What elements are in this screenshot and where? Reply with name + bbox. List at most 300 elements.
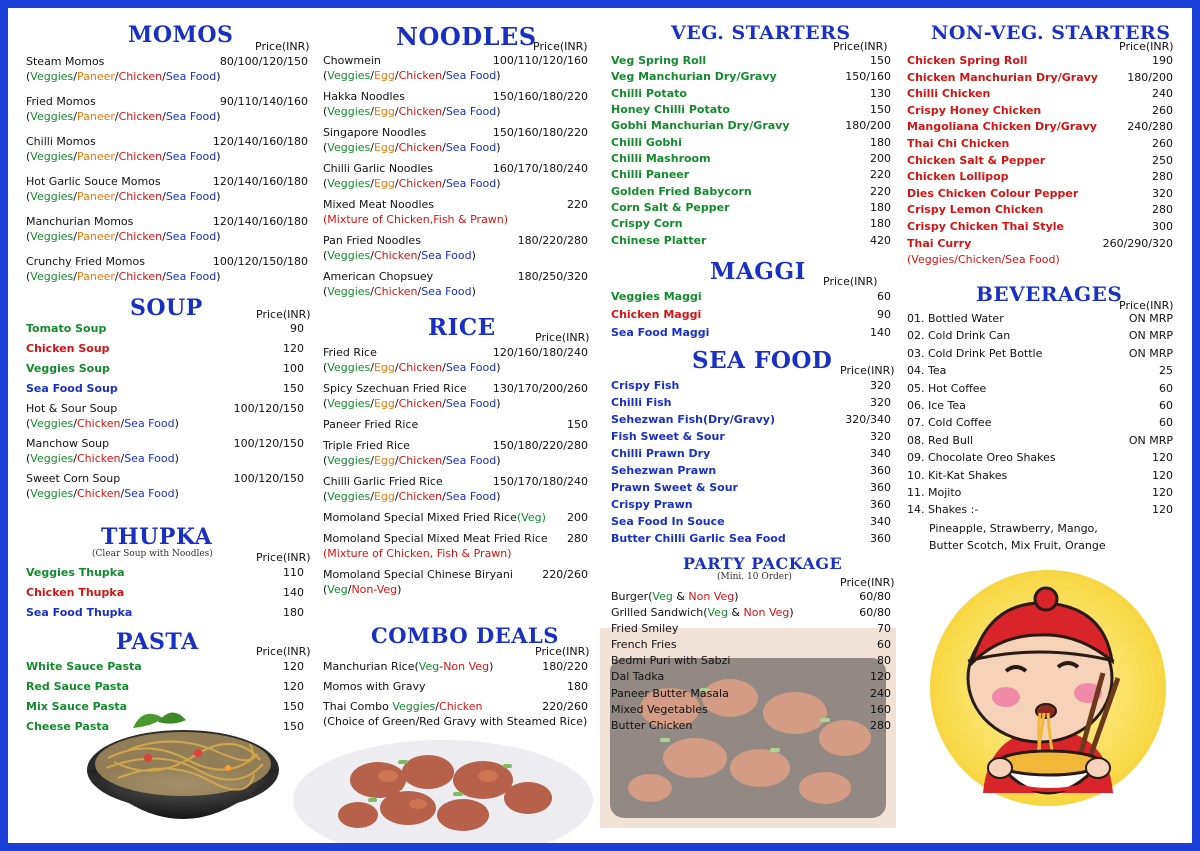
item-name: Sea Food Soup (26, 382, 118, 395)
veg-starters-list (611, 53, 891, 249)
item-price: 120/140/160/180 (212, 215, 308, 228)
menu-item (323, 125, 588, 155)
item-variants: (Veggies/Egg/Chicken/Sea Food) (323, 177, 501, 190)
item-price: 150 (870, 103, 891, 117)
item-tag: Non Veg (688, 590, 735, 603)
item-price: 300 (1152, 219, 1173, 233)
item-name: Mixed Meat Noodles (323, 198, 434, 211)
item-name: Triple Fried Rice (323, 439, 410, 452)
menu-item (323, 659, 588, 674)
menu-item (611, 497, 891, 512)
maggi-list (611, 289, 891, 343)
item-price: 240/280 (1127, 120, 1173, 134)
item-price: 260/290/320 (1102, 236, 1173, 250)
item-name: Crispy Prawn (611, 498, 693, 511)
item-tag: Non Veg (743, 606, 790, 620)
item-tag: Chicken (439, 700, 483, 713)
item-variants: (Veggies/Egg/Chicken/Sea Food) (323, 361, 501, 374)
section-title: SEA FOOD (692, 347, 833, 374)
variant-label: Veggies (30, 452, 74, 465)
item-name: Chowmein (323, 54, 381, 67)
item-price: 220 (870, 168, 891, 182)
item-variants: (Veggies/Egg/Chicken/Sea Food) (323, 69, 501, 82)
item-name: Thai Curry (907, 236, 972, 250)
item-name: 10. Kit-Kat Shakes (907, 468, 1008, 482)
menu-item (323, 474, 588, 504)
variant-label: Chicken (76, 452, 121, 465)
price-header: Price(INR) (840, 364, 895, 377)
menu-item (611, 395, 891, 410)
variant-label: Paneer (76, 110, 115, 123)
variant-label: Paneer (76, 190, 115, 203)
item-name: Fried Rice (323, 346, 377, 359)
variant-label: Chicken (398, 454, 443, 467)
menu-item (611, 605, 891, 620)
variant-label: Sea Food (445, 105, 497, 118)
noodle-bowl-image (78, 698, 288, 838)
item-price: 120 (1152, 451, 1173, 465)
price-header: Price(INR) (256, 551, 311, 564)
menu-item (26, 401, 304, 431)
item-price: 180/250/320 (517, 270, 588, 283)
menu-item (907, 468, 1173, 483)
thupka-list (26, 565, 304, 625)
menu-item (323, 161, 588, 191)
variant-label: Chicken (373, 249, 418, 262)
price-header: Price(INR) (256, 645, 311, 658)
item-name: Dal Tadka (611, 670, 665, 684)
item-name: Momoland Special Mixed Meat Fried Rice (323, 532, 548, 545)
item-name: Hot & Sour Soup (26, 402, 118, 415)
item-name: Chicken Soup (26, 342, 110, 355)
menu-item (907, 70, 1173, 85)
item-price: 340 (870, 447, 891, 460)
variant-label: Veggies (30, 110, 74, 123)
item-name: French Fries (611, 638, 677, 652)
item-tag: (Veg) (516, 511, 546, 524)
menu-item (611, 446, 891, 461)
item-name: Singapore Noodles (323, 126, 427, 139)
menu-item (907, 169, 1173, 184)
item-price: 180 (870, 217, 891, 231)
variant-label: Chicken (118, 190, 163, 203)
menu-item (611, 216, 891, 231)
menu-item (611, 718, 891, 733)
item-name: Sehezwan Prawn (611, 464, 717, 477)
price-header: Price(INR) (255, 40, 310, 53)
variant-label: Veggies (30, 150, 74, 163)
item-price: 60/80 (859, 606, 891, 620)
item-name: Manchow Soup (26, 437, 110, 450)
item-price: ON MRP (1128, 329, 1173, 343)
item-price: 320 (1152, 186, 1173, 200)
item-name: 07. Cold Coffee (907, 416, 992, 430)
item-name: Chicken Lollipop (907, 170, 1009, 184)
item-name: Manchurian Momos (26, 215, 134, 228)
menu-item (611, 429, 891, 444)
item-name: Chilli Garlic Noodles (323, 162, 434, 175)
item-variants: (Veg/Non-Veg) (323, 583, 402, 596)
chilli-chicken-image (288, 720, 598, 843)
thai-curry-variants: (Veggies/Chicken/Sea Food) (907, 253, 1060, 267)
variant-label: Veggies (327, 361, 371, 374)
item-price: 130/170/200/260 (492, 382, 588, 395)
variant-label: Chicken (398, 177, 443, 190)
item-price: 150/160 (845, 70, 891, 84)
item-price: 60 (877, 638, 891, 652)
soup-list (26, 321, 304, 506)
item-price: 90 (877, 308, 891, 321)
shakes-flavours-line: Butter Scotch, Mix Fruit, Orange (929, 538, 1106, 552)
variant-label: Sea Food (124, 417, 175, 430)
item-name: Crunchy Fried Momos (26, 255, 145, 268)
menu-item (323, 679, 588, 694)
variant-label: Veggies (30, 70, 74, 83)
menu-item (323, 567, 588, 597)
menu-item (907, 502, 1173, 517)
item-price: 220 (567, 198, 588, 211)
item-variants: (Veggies/Paneer/Chicken/Sea Food) (26, 150, 221, 163)
variant-label: Paneer (76, 270, 115, 283)
variant-label: Egg (373, 141, 395, 154)
item-price: 100/120/150 (233, 472, 304, 485)
variant-label: Chicken (373, 285, 418, 298)
item-price: 150/160/180/220 (492, 90, 588, 103)
menu-item (611, 233, 891, 248)
variant-label: Veggies (327, 285, 371, 298)
variant-label: Egg (373, 177, 395, 190)
variant-label: Sea Food (421, 249, 472, 262)
item-price: 180/220 (542, 660, 588, 673)
variant-label: Sea Food (124, 487, 175, 500)
price-header: Price(INR) (1119, 40, 1174, 53)
menu-item (26, 585, 304, 600)
section-title: MAGGI (710, 258, 806, 285)
item-price: 80/100/120/150 (219, 55, 308, 68)
item-price: 150 (283, 382, 304, 395)
menu-item (907, 328, 1173, 343)
item-price: 220 (870, 184, 891, 198)
variant-label: Chicken (118, 110, 163, 123)
item-price: 340 (870, 515, 891, 528)
menu-item (323, 345, 588, 375)
menu-item (907, 86, 1173, 101)
menu-item (907, 53, 1173, 68)
item-name: Tomato Soup (26, 322, 107, 335)
item-tag: Veggies (392, 700, 436, 713)
variant-label: Veg (327, 583, 348, 596)
item-price: 150/160/180/220 (492, 126, 588, 139)
item-price: 100 (283, 362, 304, 375)
item-variants: (Veggies/Paneer/Chicken/Sea Food) (26, 270, 221, 283)
section-title: BEVERAGES (976, 282, 1123, 306)
item-name: Sea Food In Souce (611, 515, 725, 528)
item-price: 60 (877, 290, 891, 303)
variant-label: Veggies (30, 487, 74, 500)
variant-label: Sea Food (445, 361, 497, 374)
item-name: Burger(Veg & Non Veg) (611, 590, 739, 603)
item-price: 320/340 (845, 413, 891, 426)
item-price: 140 (283, 586, 304, 599)
menu-item (907, 219, 1173, 234)
variant-label: Sea Food (445, 490, 497, 503)
item-name: Gobhi Manchurian Dry/Gravy (611, 119, 790, 133)
price-header: Price(INR) (533, 40, 588, 53)
item-variants: (Veggies/Egg/Chicken/Sea Food) (323, 454, 501, 467)
item-price: 150 (567, 418, 588, 431)
variant-label: Egg (373, 105, 395, 118)
item-name: Bedmi Puri with Sabzi (611, 654, 731, 668)
variant-label: Sea Food (165, 70, 217, 83)
item-price: 100/120/150 (233, 437, 304, 450)
shakes-flavours-line: Pineapple, Strawberry, Mango, (929, 521, 1098, 535)
variant-label: Egg (373, 490, 395, 503)
item-name: 01. Bottled Water (907, 312, 1004, 325)
item-name: Chilli Chicken (907, 87, 991, 101)
item-price: 60 (1159, 381, 1173, 395)
variant-label: Sea Food (421, 285, 472, 298)
menu-item (611, 53, 891, 68)
item-name: Sehezwan Fish(Dry/Gravy) (611, 413, 776, 426)
item-price: 120 (1152, 503, 1173, 517)
menu-item (907, 311, 1173, 326)
item-name: Chilli Fish (611, 396, 672, 409)
menu-item (611, 480, 891, 495)
variant-label: Veggies (30, 417, 74, 430)
item-name: 08. Red Bull (907, 433, 974, 447)
section-title: COMBO DEALS (371, 623, 559, 648)
item-name: Sea Food Thupka (26, 606, 133, 619)
section-title: THUPKA (101, 524, 213, 550)
section-subtitle: (Clear Soup with Noodles) (92, 549, 213, 559)
party-list (611, 589, 891, 734)
item-name: Prawn Sweet & Sour (611, 481, 738, 494)
variant-label: Chicken (398, 141, 443, 154)
variant-label: Chicken (398, 361, 443, 374)
item-name: 04. Tea (907, 364, 947, 378)
menu-item (611, 463, 891, 478)
variant-label: Egg (373, 361, 395, 374)
item-price: 280 (870, 718, 891, 732)
menu-item (323, 89, 588, 119)
item-price: 220/260 (542, 700, 588, 713)
item-name: Crispy Fish (611, 379, 680, 392)
menu-item (26, 679, 304, 694)
item-name: Chicken Spring Roll (907, 54, 1028, 67)
menu-item (907, 415, 1173, 430)
item-name: Fried Momos (26, 95, 96, 108)
section-title: PASTA (116, 629, 199, 655)
variant-label: Paneer (76, 230, 115, 243)
menu-item (611, 151, 891, 166)
section-subtitle: (Mini. 10 Order) (717, 572, 792, 582)
item-name: Crispy Corn (611, 217, 683, 231)
variant-label: Sea Food (445, 177, 497, 190)
menu-item (611, 531, 891, 546)
variant-label: Veggies (327, 141, 371, 154)
menu-item (26, 341, 304, 356)
item-name: Chicken Maggi (611, 308, 702, 321)
item-price: 100/120/150/180 (212, 255, 308, 268)
variant-label: Veggies (327, 249, 371, 262)
price-header: Price(INR) (1119, 299, 1174, 312)
item-price: 70 (877, 622, 891, 636)
item-variants: (Veggies/Paneer/Chicken/Sea Food) (26, 70, 221, 83)
item-name: Grilled Sandwich(Veg & Non Veg) (611, 606, 794, 620)
menu-item (26, 134, 308, 164)
menu-item (611, 378, 891, 393)
menu-item (611, 686, 891, 701)
item-variants: (Veggies/Egg/Chicken/Sea Food) (323, 397, 501, 410)
item-name: Chilli Momos (26, 135, 96, 148)
menu-item (26, 94, 308, 124)
rice-list (323, 345, 588, 603)
price-header: Price(INR) (535, 645, 590, 658)
item-price: 360 (870, 481, 891, 494)
item-price: 60 (1159, 416, 1173, 430)
item-variants: (Veggies/Paneer/Chicken/Sea Food) (26, 110, 221, 123)
item-note: (Mixture of Chicken, Fish & Prawn) (323, 547, 512, 560)
item-variants: (Veggies/Chicken/Sea Food) (26, 452, 179, 465)
item-price: 100/110/120/160 (492, 54, 588, 67)
item-name: Corn Salt & Pepper (611, 201, 730, 215)
item-price: 120/160/180/240 (492, 346, 588, 359)
item-price: 180/200 (845, 119, 891, 133)
menu-item (323, 417, 588, 432)
item-price: ON MRP (1128, 312, 1173, 325)
menu-item (323, 53, 588, 83)
variant-label: Chicken (118, 270, 163, 283)
item-name: Mangoliana Chicken Dry/Gravy (907, 120, 1097, 134)
item-name: Pan Fried Noodles (323, 234, 421, 247)
menu-item (26, 605, 304, 620)
item-price: 100/120/150 (233, 402, 304, 415)
item-price: 90/110/140/160 (219, 95, 308, 108)
item-name: White Sauce Pasta (26, 660, 142, 673)
variant-label: Veggies (327, 397, 371, 410)
item-price: 60 (1159, 398, 1173, 412)
variant-label: Sea Food (165, 190, 217, 203)
item-price: 180/200 (1127, 70, 1173, 84)
item-name: Momoland Special Mixed Fried Rice(Veg) (323, 511, 546, 524)
item-name: Veggies Maggi (611, 290, 702, 303)
item-price: 420 (870, 233, 891, 247)
item-price: 120 (283, 660, 304, 673)
menu-item (907, 103, 1173, 118)
item-name: Hakka Noodles (323, 90, 406, 103)
item-tag: Veg (652, 590, 673, 603)
item-price: 180/220/280 (517, 234, 588, 247)
item-name: Chilli Potato (611, 86, 687, 100)
item-price: 200 (567, 511, 588, 524)
item-price: ON MRP (1128, 346, 1173, 360)
mascot-eating-noodles (928, 563, 1168, 833)
menu-card (8, 8, 1192, 843)
variant-label: Chicken (398, 105, 443, 118)
item-price: 150 (283, 700, 304, 713)
item-variants: (Veggies/Paneer/Chicken/Sea Food) (26, 190, 221, 203)
menu-item (907, 381, 1173, 396)
item-name: Spicy Szechuan Fried Rice (323, 382, 467, 395)
item-price: 60/80 (859, 590, 891, 603)
variant-label: Veggies (327, 69, 371, 82)
menu-item (611, 102, 891, 117)
item-price: 150/180/220/280 (492, 439, 588, 452)
item-price: 150 (283, 720, 304, 733)
variant-label: Paneer (76, 150, 115, 163)
variant-label: Chicken (76, 417, 121, 430)
price-header: Price(INR) (535, 331, 590, 344)
nonveg-starters-list (907, 53, 1173, 267)
item-price: 250 (1152, 153, 1173, 167)
item-name: Thai Chi Chicken (907, 136, 1010, 150)
menu-item (611, 307, 891, 322)
item-price: 360 (870, 532, 891, 545)
item-price: 120 (283, 342, 304, 355)
item-tag: Non Veg (443, 660, 490, 673)
item-name: Chilli Gobhi (611, 135, 682, 149)
item-name: Crispy Honey Chicken (907, 103, 1042, 117)
variant-label: Non-Veg (351, 583, 398, 596)
section-title: NON-VEG. STARTERS (931, 22, 1171, 44)
item-price: 120 (870, 670, 891, 684)
item-price: 190 (1152, 54, 1173, 67)
menu-item (611, 589, 891, 604)
menu-item (26, 54, 308, 84)
item-name: Crispy Lemon Chicken (907, 203, 1044, 217)
item-price: 120 (283, 680, 304, 693)
item-price: 320 (870, 430, 891, 443)
menu-item (26, 214, 308, 244)
item-name: Thai Combo Veggies/Chicken (323, 700, 483, 713)
menu-item (907, 433, 1173, 448)
variant-label: Veggies (327, 105, 371, 118)
menu-item (26, 174, 308, 204)
variant-label: Chicken (118, 150, 163, 163)
item-price: 120 (1152, 468, 1173, 482)
menu-item (323, 233, 588, 263)
menu-item (907, 153, 1173, 168)
menu-item (323, 197, 588, 227)
item-price: 180 (567, 680, 588, 693)
item-price: 200 (870, 152, 891, 166)
section-title: RICE (428, 314, 496, 341)
item-name: Chinese Platter (611, 233, 707, 247)
item-name: Honey Chilli Potato (611, 103, 730, 117)
variant-label: Sea Food (165, 110, 217, 123)
item-price: 120/140/160/180 (212, 175, 308, 188)
menu-item (611, 325, 891, 340)
menu-item (611, 167, 891, 182)
item-name: Chilli Paneer (611, 168, 690, 182)
item-name: Momoland Special Chinese Biryani (323, 568, 513, 581)
menu-item (611, 69, 891, 84)
item-name: Paneer Butter Masala (611, 686, 729, 700)
item-variants: (Veggies/Egg/Chicken/Sea Food) (323, 141, 501, 154)
item-name: Sea Food Maggi (611, 326, 710, 339)
item-name: Red Sauce Pasta (26, 680, 130, 693)
item-name: Butter Chilli Garlic Sea Food (611, 532, 786, 545)
item-price: 360 (870, 464, 891, 477)
item-variants: (Veggies/Chicken/Sea Food) (323, 249, 476, 262)
menu-item (323, 510, 588, 525)
item-tag: Veg (707, 606, 728, 620)
menu-item (611, 118, 891, 133)
variant-label: Egg (373, 69, 395, 82)
menu-item (323, 531, 588, 561)
item-name: 02. Cold Drink Can (907, 329, 1011, 343)
item-price: 320 (870, 396, 891, 409)
